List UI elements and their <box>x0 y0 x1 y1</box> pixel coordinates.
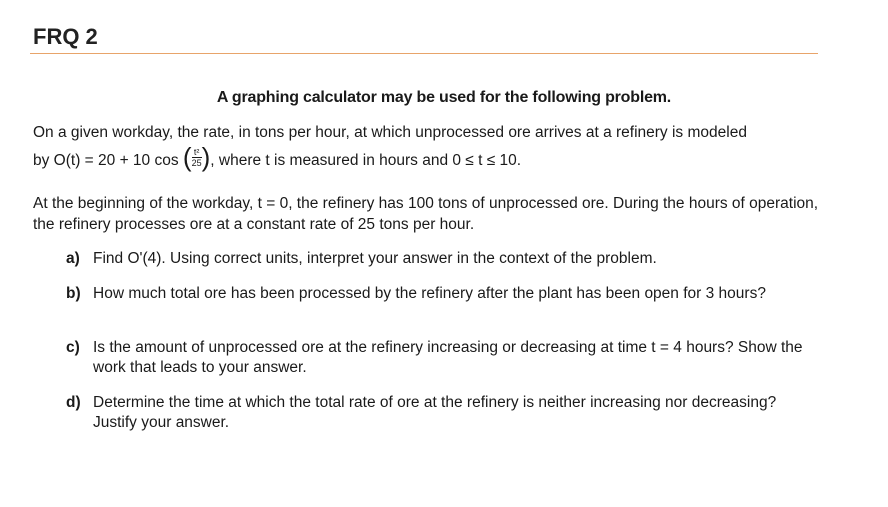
intro-line-1: On a given workday, the rate, in tons per hour, at which unprocessed ore arrives at a refinery is modeled <box>33 124 747 141</box>
fraction-numerator: t² <box>192 147 202 158</box>
question-a <box>66 249 806 269</box>
question-label: d) <box>66 394 81 411</box>
open-paren: ( <box>182 142 192 173</box>
question-b <box>66 284 806 304</box>
question-text: Find O'(4). Using correct units, interpret your answer in the context of the problem. <box>93 250 657 267</box>
title-divider <box>30 53 818 54</box>
intro-line-2 <box>33 142 833 173</box>
domain-text: , where t is measured in hours and 0 ≤ t ≤ 10. <box>210 152 522 169</box>
question-label: b) <box>66 285 81 302</box>
question-text: Determine the time at which the total rate of ore at the refinery is neither increasing nor decreasing? Justify your answer. <box>93 394 777 431</box>
close-paren: ) <box>201 142 211 173</box>
calculator-notice: A graphing calculator may be used for the following problem. <box>216 89 672 106</box>
rate-function-prefix: by O(t) = 20 + 10 cos <box>33 152 179 169</box>
cos-argument-fraction <box>192 147 202 168</box>
question-text: How much total ore has been processed by the refinery after the plant has been open for 3 hours? <box>93 285 766 302</box>
question-label: a) <box>66 250 80 267</box>
question-c <box>66 338 806 378</box>
question-d <box>66 393 806 433</box>
fraction-denominator: 25 <box>191 158 202 169</box>
page-title: FRQ 2 <box>33 24 98 49</box>
setup-paragraph: At the beginning of the workday, t = 0, the refinery has 100 tons of unprocessed ore. During the hours of operation, the refinery processes ore at a constant rate of 25 tons per hour. <box>33 195 819 233</box>
question-label: c) <box>66 339 80 356</box>
question-text: Is the amount of unprocessed ore at the refinery increasing or decreasing at time t = 4 hours? Show the work that leads to your answer. <box>93 339 803 376</box>
